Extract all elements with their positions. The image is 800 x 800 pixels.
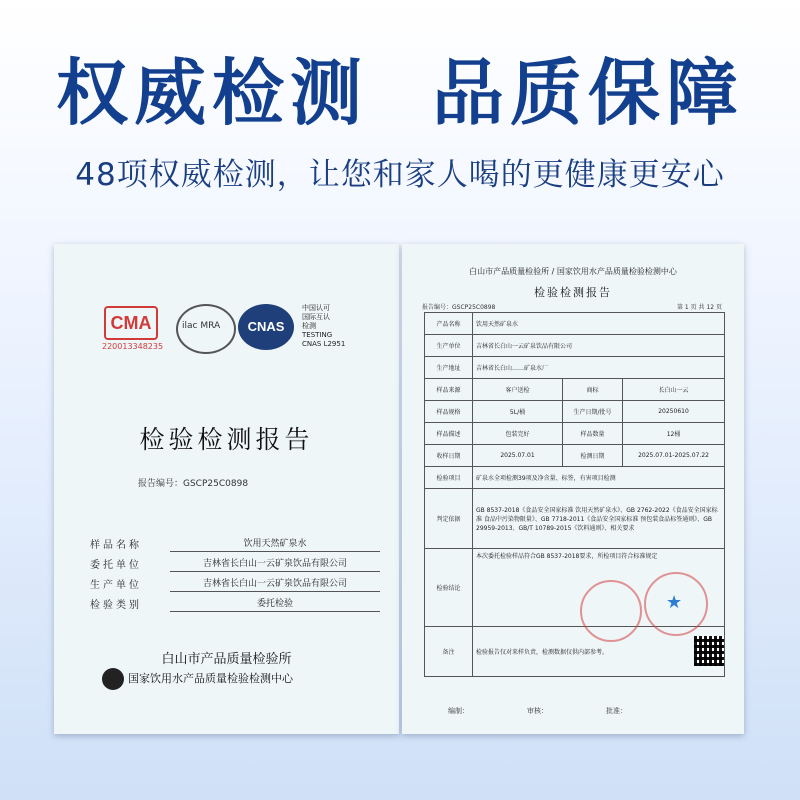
cnas-text: 中国认可 国际互认 检测 TESTING CNAS L2951 [302, 304, 346, 348]
report-number: 报告编号：GSCP25C0898 [138, 479, 249, 489]
cover-fields [90, 536, 370, 616]
ilac-logo: ilac MRA [176, 304, 236, 354]
report-page [402, 244, 744, 734]
report-cover [54, 244, 399, 734]
report-table: 产品名称 饮用天然矿泉水 生产单位 吉林省长白山一云矿泉饮品有限公司 生产地址 吉林省长白山……矿泉水厂 样品来源 客户送检 商标 长白山一云 样品规格 5L/桶 生产日期/批号 20250610 样品描述 包装完好 样品数量 12桶 收样日期 2025.07.01 检测日期 2025.07.01-2025.07.22 检验项目 矿泉水全项检测39项及净含量、标签，有害项目检测 判定依据 GB 8537-2018《食品安全国家标准 饮用天然矿泉水》、GB 2762-2022《食品安全国家标准 食品中污染物限量》、GB 7718-2011《食品安全国家标准 预包装食品标签通则》、GB 29959-2013、GB/T 10789-2015《饮料通则》、相关要求 检验结论 本次委托检验样品符合GB 8537-2018要求，所检项目符合标准规定 备注 检验报告仅对来样负责，检测数据仅供内部参考。 [424, 312, 725, 677]
cnas-logo: CNAS [238, 304, 294, 350]
subline: 48项权威检测，让您和家人喝的更健康更安心 [75, 157, 725, 193]
issuer-1: 白山市产品质量检验所 [161, 652, 292, 667]
signatures: 编制： 审核： 批准： [448, 707, 627, 715]
field-row: 检验类别 委托检验 [90, 596, 370, 616]
field-row: 委托单位 吉林省长白山一云矿泉饮品有限公司 [90, 556, 370, 576]
red-seal-stamp [580, 580, 642, 642]
report-header-title: 检验检测报告 [534, 286, 612, 299]
cma-logo: CMA [104, 306, 158, 340]
issuer-2: 国家饮用水产品质量检验检测中心 [102, 668, 293, 690]
field-row: 样品名称 饮用天然矿泉水 [90, 536, 370, 556]
field-row: 生产单位 吉林省长白山一云矿泉饮品有限公司 [90, 576, 370, 596]
star-icon: ★ [666, 592, 683, 613]
qr-code [694, 636, 724, 666]
headline-left: 权威检测 [55, 51, 368, 135]
headline-right: 品质保障 [432, 51, 745, 135]
headline [0, 48, 800, 138]
cma-number: 220013348235 [102, 342, 164, 351]
cert-logos [104, 304, 364, 354]
emblem-icon [102, 668, 124, 690]
report-header-org: 白山市产品质量检验所 / 国家饮用水产品质量检验检测中心 [469, 267, 677, 276]
cover-title: 检验检测报告 [139, 425, 314, 454]
page-number: 第 1 页 共 12 页 [677, 304, 722, 311]
red-seal-stamp [644, 572, 708, 636]
report-meta: 报告编号：GSCP25C0898 第 1 页 共 12 页 [422, 304, 722, 311]
